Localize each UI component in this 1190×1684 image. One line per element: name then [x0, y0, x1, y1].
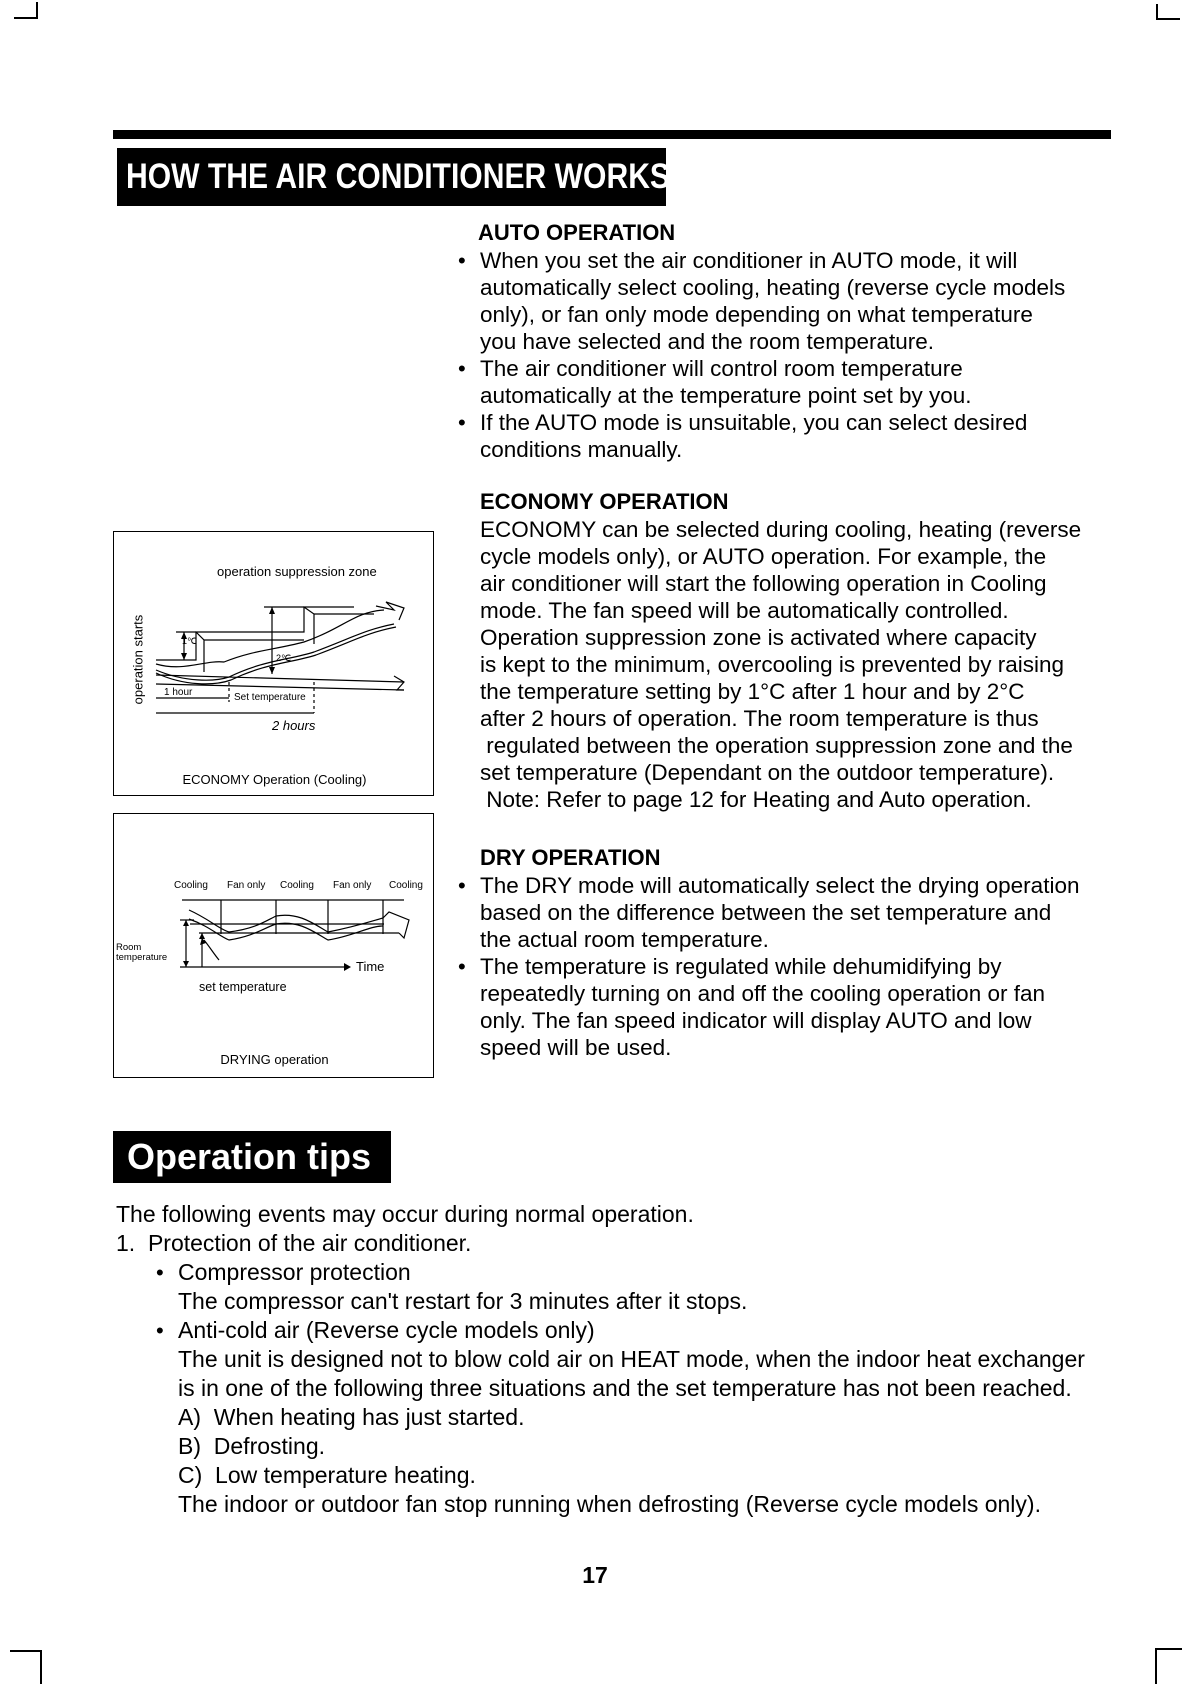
- phase-cooling-2: Cooling: [280, 880, 314, 891]
- section-banner-operation-tips: [113, 1131, 391, 1183]
- situation-a: A) When heating has just started.: [178, 1404, 525, 1430]
- top-rule: [113, 130, 1111, 139]
- economy-diagram-caption: ECONOMY Operation (Cooling): [182, 772, 367, 787]
- phase-cooling-3: Cooling: [389, 880, 423, 891]
- compressor-protection-item: • Compressor protection The compressor can't restart for 3 minutes after it stops.: [156, 1258, 1176, 1316]
- economy-operation-body: ECONOMY can be selected during cooling, heating (reverse cycle models only), or AUTO operation. For example, the air conditioner will start the following operation in Cooling mode. The fan speed will be automatically controlled. Operation suppression zone is activated where capacity is kept to the minimum, overcooling is prevented by raising the temperature setting by 1°C after 1 hour and by 2°C after 2 hours of operation. The room temperature is thus regulated between the operation suppression zone and the set temperature (Dependant on the outdoor temperature). Note: Refer to page 12 for Heating and Auto operation.: [480, 517, 1082, 812]
- phase-fan-only-2: Fan only: [333, 880, 372, 891]
- crop-mark-top-left: [14, 2, 38, 19]
- crop-mark-bottom-left: [10, 1650, 42, 1684]
- auto-operation-heading: AUTO OPERATION: [478, 220, 676, 245]
- phase-fan-only-1: Fan only: [227, 880, 266, 891]
- dry-operation-section: [480, 844, 1170, 1061]
- page-number: 17: [582, 1562, 608, 1588]
- economy-operation-section: [480, 488, 1170, 813]
- two-hours-label: 2 hours: [272, 718, 316, 733]
- time-axis-label: Time: [356, 959, 385, 974]
- crop-mark-bottom-right: [1155, 1648, 1182, 1684]
- phase-cooling-1: Cooling: [174, 880, 208, 891]
- situation-c: C) Low temperature heating.: [178, 1462, 476, 1488]
- operation-tips-body: [116, 1200, 1176, 1519]
- set-temperature-label: Set temperature: [234, 692, 306, 703]
- set-temperature-label: set temperature: [199, 980, 287, 994]
- auto-bullet-2: • The air conditioner will control room temperature automatically at the temperature point set by you.: [458, 355, 1158, 409]
- anti-cold-air-item: • Anti-cold air (Reverse cycle models only) The unit is designed not to blow cold air on HEAT mode, when the indoor heat exchanger is in one of the following three situations and the set temperature has not been reached. A) When heating has just started. B) Defrosting. C) Low temperature heating. The indoor or outdoor fan stop running when defrosting (Reverse cycle models only).: [156, 1316, 1176, 1519]
- section-banner-how-it-works: [117, 148, 671, 206]
- drying-operation-diagram: [113, 813, 434, 1078]
- auto-operation-section: [478, 219, 1158, 463]
- dry-operation-heading: DRY OPERATION: [480, 845, 661, 870]
- delta-2c-label: 2℃: [276, 653, 292, 663]
- tips-intro: The following events may occur during normal operation.: [116, 1201, 694, 1227]
- drying-diagram-caption: DRYING operation: [220, 1052, 329, 1067]
- auto-bullet-3: • If the AUTO mode is unsuitable, you can select desired conditions manually.: [458, 409, 1158, 463]
- tips-item-1: 1. Protection of the air conditioner.: [116, 1230, 472, 1256]
- one-hour-label: 1 hour: [164, 687, 193, 698]
- situation-b: B) Defrosting.: [178, 1433, 325, 1459]
- suppression-zone-label: operation suppression zone: [217, 564, 377, 579]
- crop-mark-top-right: [1156, 4, 1180, 20]
- dry-bullet-2: • The temperature is regulated while dehumidifying by repeatedly turning on and off the cooling operation or fan only. The fan speed indicator will display AUTO and low speed will be used.: [458, 953, 1170, 1061]
- delta-1c-label: 1℃: [182, 636, 198, 646]
- room-temperature-label: Room temperature: [116, 942, 168, 963]
- economy-operation-heading: ECONOMY OPERATION: [480, 489, 729, 514]
- auto-bullet-1: • When you set the air conditioner in AUTO mode, it will automatically select cooling, heating (reverse cycle models only), or fan only mode depending on what temperature you have selected and the room temperature.: [458, 247, 1158, 355]
- defrost-note: The indoor or outdoor fan stop running when defrosting (Reverse cycle models only).: [178, 1491, 1041, 1517]
- page-title: HOW THE AIR CONDITIONER WORKS: [126, 157, 671, 196]
- operation-tips-title: Operation tips: [127, 1136, 372, 1177]
- economy-operation-diagram: [113, 531, 434, 796]
- dry-bullet-1: • The DRY mode will automatically select the drying operation based on the difference between the set temperature and the actual room temperature.: [458, 872, 1170, 953]
- operation-starts-label: operation starts: [130, 614, 146, 705]
